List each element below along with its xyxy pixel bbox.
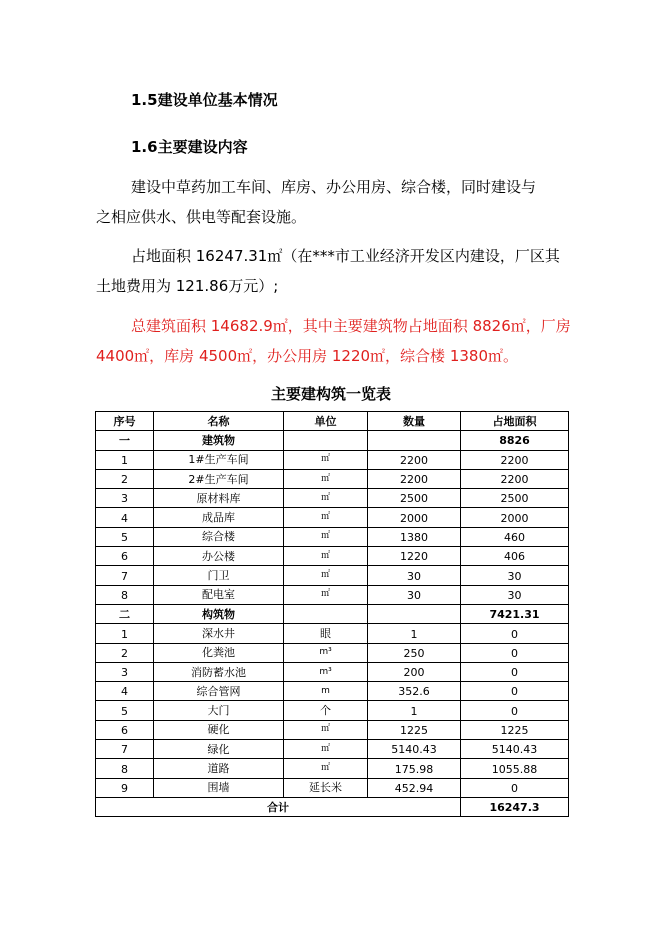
group-no: 二 bbox=[96, 604, 154, 623]
header-unit: 单位 bbox=[284, 412, 368, 431]
paragraph-line: 总建筑面积 14682.9㎡，其中主要建筑物占地面积 8826㎡，厂房 bbox=[131, 317, 571, 335]
table-row: 6 办公楼 ㎡ 1220 406 bbox=[96, 547, 569, 566]
table-row: 7 门卫 ㎡ 30 30 bbox=[96, 566, 569, 585]
paragraph-building-area bbox=[96, 311, 576, 371]
paragraph-line: 土地费用为 121.86万元）; bbox=[96, 277, 279, 295]
table-row: 6 硬化 ㎡ 1225 1225 bbox=[96, 720, 569, 739]
total-row bbox=[96, 797, 569, 816]
total-label: 合计 bbox=[96, 797, 461, 816]
group-name: 建筑物 bbox=[154, 431, 284, 450]
table-row: 3 原材料库 ㎡ 2500 2500 bbox=[96, 489, 569, 508]
table-row: 5 大门 个 1 0 bbox=[96, 701, 569, 720]
paragraph-construction-content bbox=[96, 172, 576, 232]
section-heading-1-5: 1.5建设单位基本情况 bbox=[131, 91, 278, 109]
table-row: 3 消防蓄水池 m³ 200 0 bbox=[96, 662, 569, 681]
total-area: 16247.3 bbox=[461, 797, 569, 816]
paragraph-land-area bbox=[96, 241, 576, 301]
table-row: 1 1#生产车间 ㎡ 2200 2200 bbox=[96, 450, 569, 469]
table-row: 7 绿化 ㎡ 5140.43 5140.43 bbox=[96, 740, 569, 759]
header-area: 占地面积 bbox=[461, 412, 569, 431]
table-title: 主要建构筑一览表 bbox=[270, 385, 391, 403]
paragraph-line: 占地面积 16247.31㎡（在***市工业经济开发区内建设，厂区其 bbox=[131, 247, 560, 265]
header-name: 名称 bbox=[154, 412, 284, 431]
table-row: 4 成品库 ㎡ 2000 2000 bbox=[96, 508, 569, 527]
table-row: 2 2#生产车间 ㎡ 2200 2200 bbox=[96, 469, 569, 488]
paragraph-line: 之相应供水、供电等配套设施。 bbox=[96, 208, 307, 226]
group-row-structures bbox=[96, 604, 569, 623]
header-qty: 数量 bbox=[368, 412, 461, 431]
paragraph-line: 4400㎡，库房 4500㎡，办公用房 1220㎡，综合楼 1380㎡。 bbox=[96, 347, 519, 365]
table-row: 9 围墙 延长米 452.94 0 bbox=[96, 778, 569, 797]
table-row: 1 深水井 眼 1 0 bbox=[96, 624, 569, 643]
group-no: 一 bbox=[96, 431, 154, 450]
table-row: 8 道路 ㎡ 175.98 1055.88 bbox=[96, 759, 569, 778]
group-row-buildings bbox=[96, 431, 569, 450]
table-row: 4 综合管网 m 352.6 0 bbox=[96, 682, 569, 701]
table-row: 2 化粪池 m³ 250 0 bbox=[96, 643, 569, 662]
header-no: 序号 bbox=[96, 412, 154, 431]
group-area: 7421.31 bbox=[461, 604, 569, 623]
table-row: 8 配电室 ㎡ 30 30 bbox=[96, 585, 569, 604]
paragraph-line: 建设中草药加工车间、库房、办公用房、综合楼，同时建设与 bbox=[131, 178, 537, 196]
group-name: 构筑物 bbox=[154, 604, 284, 623]
table-header-row bbox=[96, 412, 569, 431]
buildings-table bbox=[95, 411, 569, 817]
table-row: 5 综合楼 ㎡ 1380 460 bbox=[96, 527, 569, 546]
section-heading-1-6: 1.6主要建设内容 bbox=[131, 138, 248, 156]
group-area: 8826 bbox=[461, 431, 569, 450]
